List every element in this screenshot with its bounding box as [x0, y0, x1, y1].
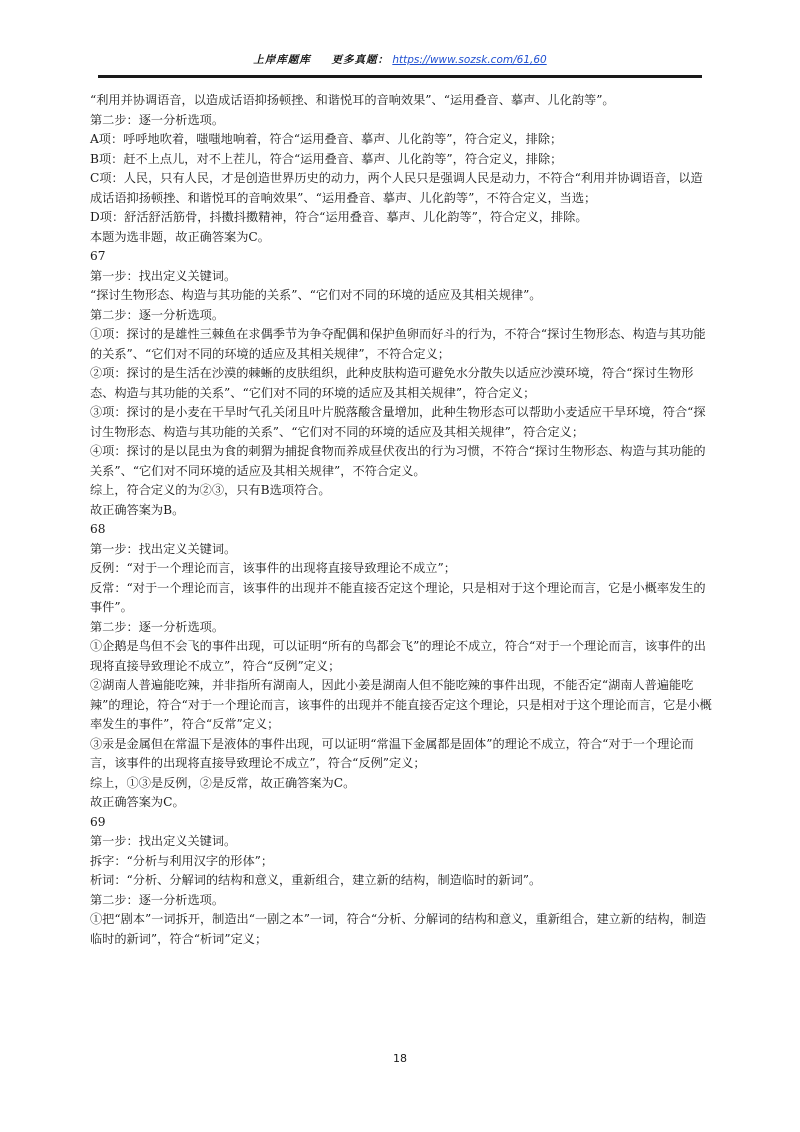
text-line: 第一步：找出定义关键词。 — [90, 834, 237, 848]
text-line: 综上，符合定义的为②③，只有B选项符合。 — [90, 483, 331, 497]
text-line: B项：赶不上点儿，对不上茬儿，符合“运用叠音、摹声、儿化韵等”，符合定义，排除； — [90, 151, 563, 166]
page-number: 18 — [393, 1052, 407, 1065]
text-line: 反常：“对于一个理论而言，该事件的出现并不能直接否定这个理论，只是相对于这个理论而言，它是小概率发生的事件”。 — [90, 580, 706, 614]
text-line: 故正确答案为B。 — [90, 502, 185, 517]
header-divider — [98, 75, 702, 78]
text-line: 第二步：逐一分析选项。 — [90, 892, 225, 907]
text-line: 拆字：“分析与利用汉字的形体”； — [90, 853, 274, 868]
text-line: ①项：探讨的是雄性三棘鱼在求偶季节为争夺配偶和保护鱼卵而好斗的行为，不符合“探讨生物形态、构造与其功能的关系”、“它们对不同的环境的适应及其相关规律”，不符合定义； — [90, 327, 706, 361]
text-line: 综上，①③是反例，②是反常，故正确答案为C。 — [90, 775, 356, 790]
text-line: ①把“剧本”一词拆开，制造出“一剧之本”一词，符合“分析、分解词的结构和意义，重新组合，建立新的结构，制造临时的新词”，符合“析词”定义； — [90, 912, 707, 946]
page-body — [90, 91, 712, 949]
text-line: A项：呼呼地吹着，嗤嗤地响着，符合“运用叠音、摹声、儿化韵等”，符合定义，排除； — [90, 132, 563, 146]
header-tag: 更多真题： — [331, 54, 389, 66]
text-line: “利用并协调语音，以造成话语抑扬顿挫、和谐悦耳的音响效果”、“运用叠音、摹声、儿化韵等”。 — [90, 93, 615, 107]
header-url-link[interactable]: https://www.sozsk.com/61,60 — [392, 54, 547, 66]
text-line: “探讨生物形态、构造与其功能的关系”、“它们对不同的环境的适应及其相关规律”。 — [90, 288, 542, 302]
text-line: ③项：探讨的是小麦在干旱时气孔关闭且叶片脱落酸含量增加，此种生物形态可以帮助小麦适应干旱环境，符合“探讨生物形态、构造与其功能的关系”、“它们对不同的环境的适应及其相关规律”，符合定义； — [90, 405, 706, 439]
text-line: 析词：“分析、分解词的结构和意义，重新组合，建立新的结构，制造临时的新词”。 — [90, 873, 542, 887]
text-line: C项：人民，只有人民，才是创造世界历史的动力，两个人民只是强调人民是动力，不符合“利用并协调语音，以造成话语抑扬顿挫、和谐悦耳的音响效果”、“运用叠音、摹声、儿化韵等”，不符合定义，当选； — [90, 171, 703, 205]
text-line: 故正确答案为C。 — [90, 795, 185, 809]
text-line: 反例：“对于一个理论而言，该事件的出现将直接导致理论不成立”； — [90, 561, 456, 575]
text-line: 第一步：找出定义关键词。 — [90, 268, 237, 283]
text-line: ②项：探讨的是生活在沙漠的棘蜥的皮肤组织，此种皮肤构造可避免水分散失以适应沙漠环境，符合“探讨生物形态、构造与其功能的关系”、“它们对不同的环境的适应及其相关规律”，符合定义； — [90, 366, 694, 400]
question-number: 68 — [90, 522, 106, 536]
text-line: 第二步：逐一分析选项。 — [90, 619, 225, 634]
text-line: ①企鹅是鸟但不会飞的事件出现，可以证明“所有的鸟都会飞”的理论不成立，符合“对于一个理论而言，该事件的出现将直接导致理论不成立”，符合“反例”定义； — [90, 639, 706, 673]
page-header — [98, 52, 702, 74]
text-line: 第二步：逐一分析选项。 — [90, 307, 225, 322]
question-number: 67 — [90, 249, 106, 263]
text-line: ③汞是金属但在常温下是液体的事件出现，可以证明“常温下金属都是固体”的理论不成立，符合“对于一个理论而言，该事件的出现将直接导致理论不成立”，符合“反例”定义； — [90, 736, 694, 770]
text-line: 本题为选非题，故正确答案为C。 — [90, 229, 270, 244]
text-line: 第一步：找出定义关键词。 — [90, 541, 237, 556]
text-line: ④项：探讨的是以昆虫为食的刺猬为捕捉食物而养成昼伏夜出的行为习惯，不符合“探讨生物形态、构造与其功能的关系”、“它们对不同环境的适应及其相关规律”，不符合定义。 — [90, 444, 706, 478]
header-brand: 上岸库题库 — [253, 54, 311, 66]
text-line: 第二步：逐一分析选项。 — [90, 112, 225, 127]
question-number: 69 — [90, 814, 106, 829]
text-line: D项：舒活舒活筋骨，抖擞抖擞精神，符合“运用叠音、摹声、儿化韵等”，符合定义，排除。 — [90, 210, 588, 224]
text-line: ②湖南人普遍能吃辣，并非指所有湖南人，因此小姜是湖南人但不能吃辣的事件出现，不能否定“湖南人普遍能吃辣”的理论，符合“对于一个理论而言，该事件的出现并不能直接否定这个理论，只是相对于这个理论而言，它是小概率发生的事件”，符合“反常”定义； — [90, 678, 712, 731]
